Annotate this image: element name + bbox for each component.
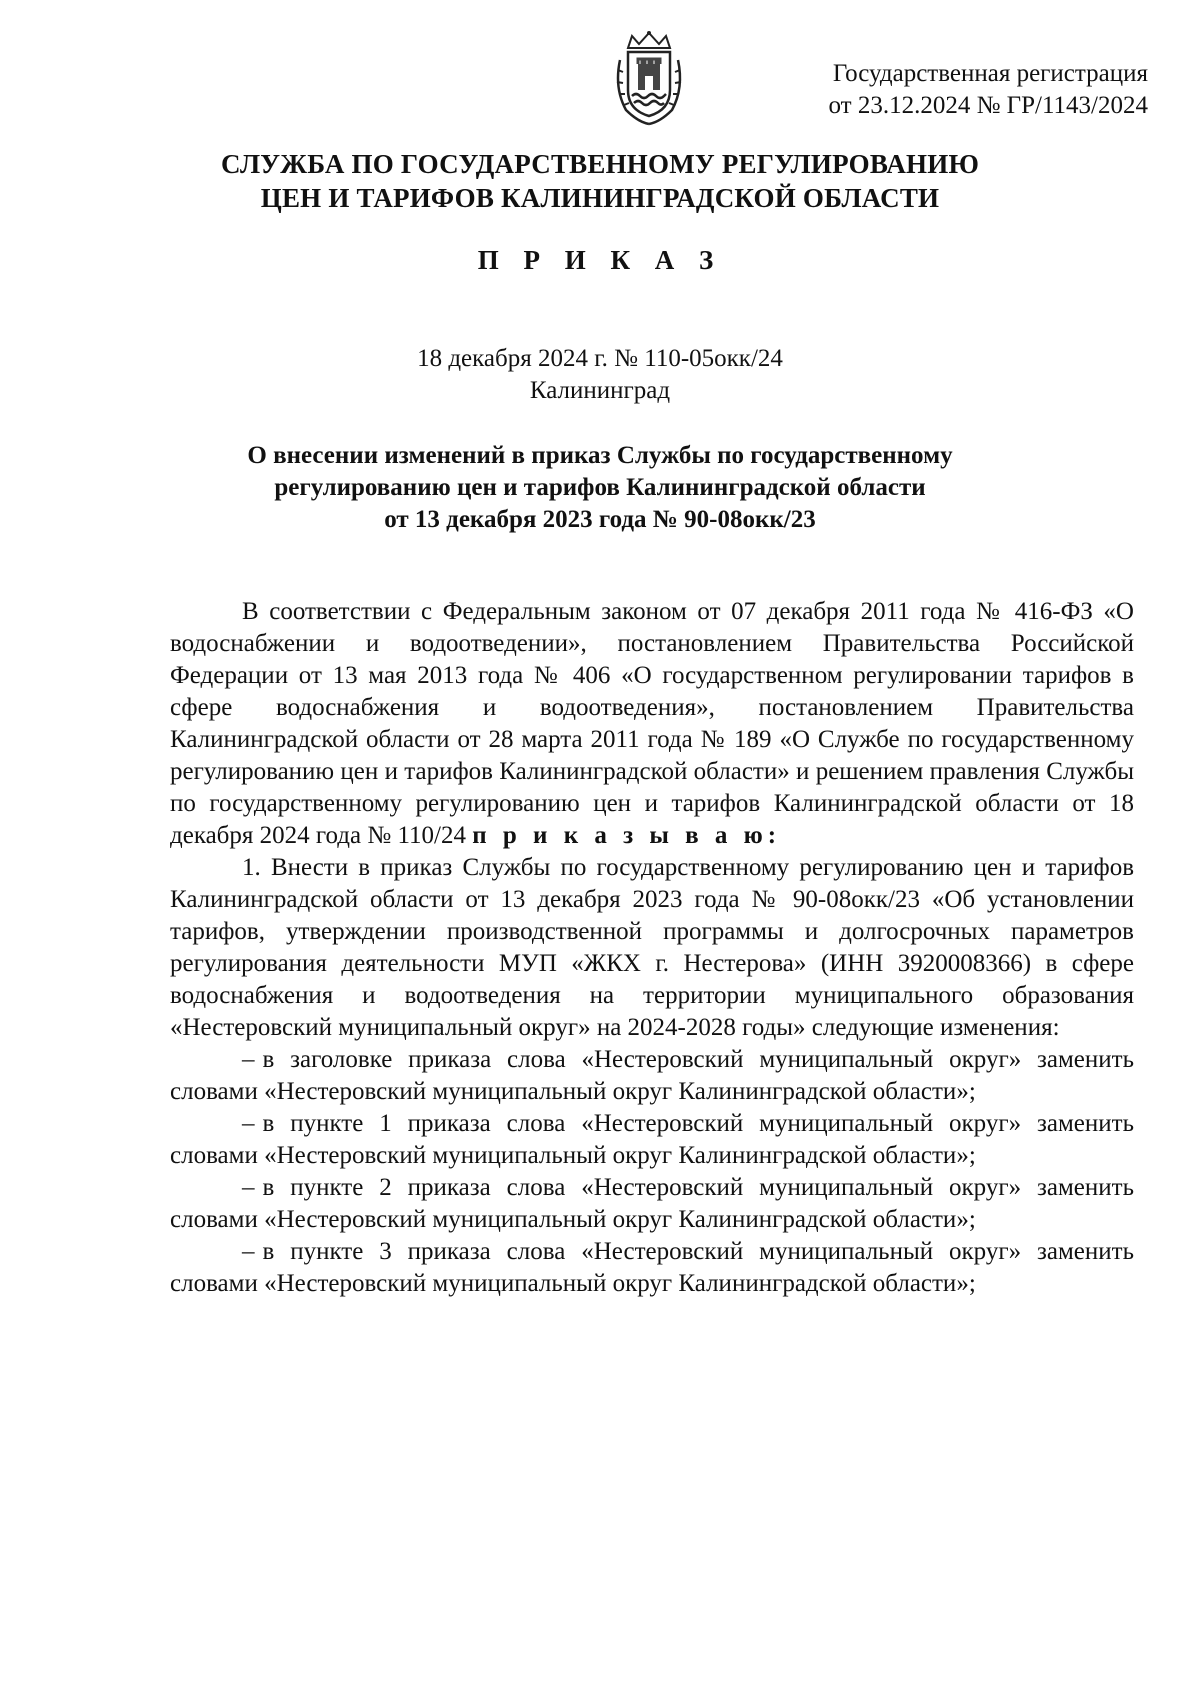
- change-item-2: [170, 1108, 1134, 1172]
- registration-stamp: [828, 58, 1148, 122]
- change-item-1-text: в заголовке приказа слова «Нестеровский муниципальный округ» заменить словами «Нестеровский муниципальный округ Калининградской области»;: [170, 1046, 1134, 1105]
- change-item-3: [170, 1172, 1134, 1236]
- dash-marker: –: [242, 1046, 255, 1073]
- date-and-place: [0, 343, 1200, 407]
- preamble-paragraph: [170, 596, 1134, 852]
- change-item-2-text: в пункте 1 приказа слова «Нестеровский муниципальный округ» заменить словами «Нестеровский муниципальный округ Калининградской области»;: [170, 1110, 1134, 1169]
- preamble-text: В соответствии с Федеральным законом от 07 декабря 2011 года № 416-ФЗ «О водоснабжении и водоотведении», постановлением Правительства Российской Федерации от 13 мая 2013 года № 406 «О государственном регулировании тарифов в сфере водоснабжения и водоотведения», постановлением Правительства Калининградской области от 28 марта 2011 года № 189 «О Службе по государственному регулированию цен и тарифов Калининградской области» и решением правления Службы по государственному регулированию цен и тарифов Калининградской области от 18 декабря 2024 года № 110/24: [170, 598, 1134, 849]
- document-date-number: 18 декабря 2024 г. № 110-05окк/24: [417, 345, 783, 372]
- dash-marker: –: [242, 1238, 255, 1265]
- subject-line-2: регулированию цен и тарифов Калининградской области: [274, 474, 926, 501]
- change-item-4-text: в пункте 3 приказа слова «Нестеровский муниципальный округ» заменить словами «Нестеровский муниципальный округ Калининградской области»;: [170, 1238, 1134, 1297]
- agency-name-line-2: ЦЕН И ТАРИФОВ КАЛИНИНГРАДСКОЙ ОБЛАСТИ: [260, 183, 940, 213]
- document-subject: [0, 440, 1200, 536]
- document-body: [170, 596, 1134, 1300]
- subject-line-3: от 13 декабря 2023 года № 90-08окк/23: [384, 506, 816, 533]
- dash-marker: –: [242, 1110, 255, 1137]
- registration-line-2: от 23.12.2024 № ГР/1143/2024: [828, 92, 1148, 119]
- dash-marker: –: [242, 1174, 255, 1201]
- change-item-4: [170, 1236, 1134, 1300]
- order-word: п р и к а з ы в а ю:: [472, 822, 782, 849]
- agency-name-line-1: СЛУЖБА ПО ГОСУДАРСТВЕННОМУ РЕГУЛИРОВАНИЮ: [220, 149, 980, 179]
- subject-line-1: О внесении изменений в приказ Службы по государственному: [247, 442, 953, 469]
- document-type: П Р И К А З: [477, 245, 723, 275]
- change-item-1: [170, 1044, 1134, 1108]
- agency-name: [0, 147, 1200, 215]
- item-1-paragraph: 1. Внести в приказ Службы по государственному регулированию цен и тарифов Калининградской области от 13 декабря 2023 года № 90-08окк/23 «Об установлении тарифов, утверждении производственной программы и долгосрочных параметров регулирования деятельности МУП «ЖКХ г. Нестерова» (ИНН 3920008366) в сфере водоснабжения и водоотведения на территории муниципального образования «Нестеровский муниципальный округ» на 2024-2028 годы» следующие изменения:: [170, 854, 1134, 1041]
- kaliningrad-coat-of-arms-icon: [612, 30, 686, 126]
- document-place: Калининград: [529, 377, 671, 404]
- change-item-3-text: в пункте 2 приказа слова «Нестеровский муниципальный округ» заменить словами «Нестеровский муниципальный округ Калининградской области»;: [170, 1174, 1134, 1233]
- registration-line-1: Государственная регистрация: [832, 60, 1148, 87]
